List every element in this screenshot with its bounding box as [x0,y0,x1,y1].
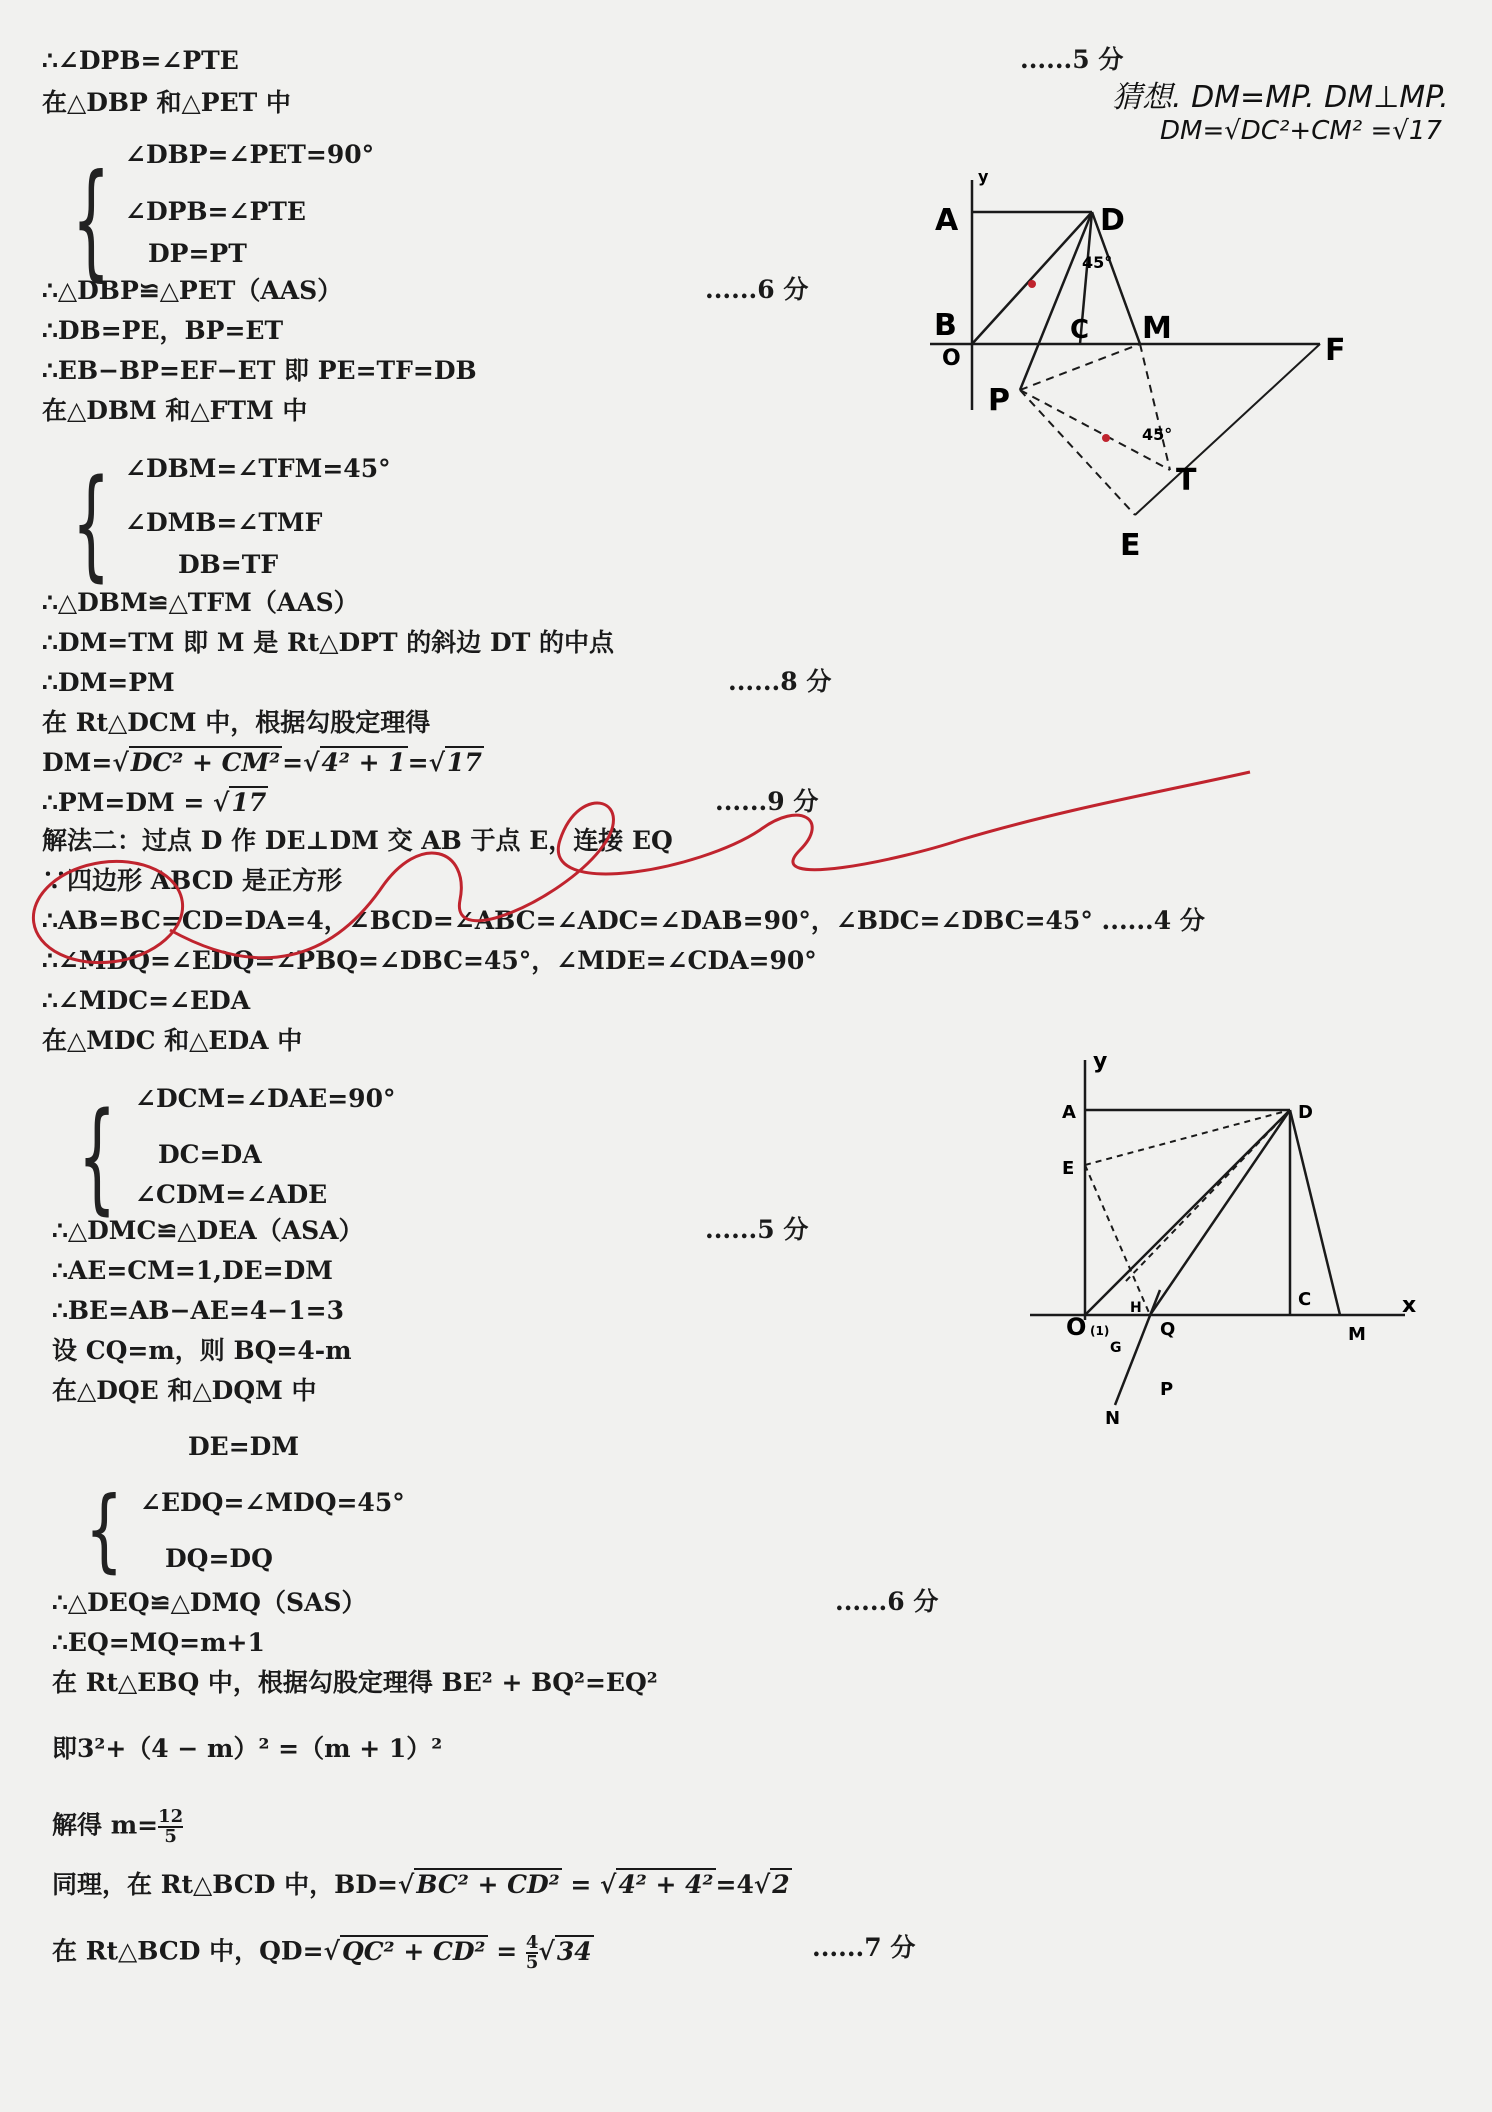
label-a: A [935,203,959,238]
label-c: C [1070,315,1090,345]
label-p: P [988,383,1010,418]
line-2: 在△DBP 和△PET 中 [42,88,291,117]
geometry-figure-2 [1010,1050,1450,1430]
label-p: P [1160,1379,1174,1400]
score-5-a: ......5 分 [1020,45,1124,74]
line-36: ∴△DEQ≌△DMQ（SAS） [52,1588,367,1617]
line-8: ∴EB−BP=EF−ET 即 PE=TF=DB [42,356,477,385]
line-13: ∴△DBM≌△TFM（AAS） [42,588,359,617]
line-32: 在△DQE 和△DQM 中 [52,1376,317,1405]
line-41: 同理，在 Rt△BCD 中，BD=√BC² + CD² = √4² + 4²=4√2 [52,1870,790,1899]
label-b: B [934,308,957,343]
geometry-figure-1 [920,160,1480,580]
handwritten-conjecture: 猜想. DM=MP. DM⊥MP. [1112,80,1449,115]
label-y: y [978,167,989,186]
score-6-a: ......6 分 [705,275,809,304]
segment-dq [1150,1110,1290,1315]
line-14: ∴DM=TM 即 M 是 Rt△DPT 的斜边 DT 的中点 [42,628,614,657]
score-6-b: ......6 分 [835,1587,939,1616]
label-angle-1: (1) [1090,1324,1110,1338]
line-30: ∴BE=AB−AE=4−1=3 [52,1296,344,1325]
line-29: ∴AE=CM=1,DE=DM [52,1256,333,1285]
line-28: ∴△DMC≌△DEA（ASA） [52,1216,364,1245]
line-24: 在△MDC 和△EDA 中 [42,1026,303,1055]
line-9: 在△DBM 和△FTM 中 [42,396,308,425]
line-21: ∴AB=BC=CD=DA=4，∠BCD=∠ABC=∠ADC=∠DAB=90°，∠BDC=∠DBC=45° ......4 分 [42,906,1205,935]
line-34: ∠EDQ=∠MDQ=45° [140,1488,405,1517]
score-8: ......8 分 [728,667,832,696]
line-42: 在 Rt△BCD 中，QD=√QC² + CD² = $\frac{4}{5}$ √34 [52,1932,592,1973]
line-11: ∠DMB=∠TMF [125,508,323,537]
label-h: H [1130,1300,1142,1316]
system-brace-2: { [72,455,111,595]
label-o: O [942,346,961,371]
label-a: A [1062,1102,1076,1123]
label-e: E [1120,528,1141,563]
line-27: ∠CDM=∠ADE [135,1180,328,1209]
line-25: ∠DCM=∠DAE=90° [135,1084,396,1113]
red-loop-stroke [170,772,1250,958]
line-38: 在 Rt△EBQ 中，根据勾股定理得 BE² + BQ²=EQ² [52,1668,658,1697]
red-dot-1 [1028,280,1036,288]
line-1: ∴∠DPB=∠PTE [42,46,239,75]
label-d: D [1100,203,1125,238]
line-33: DE=DM [188,1432,300,1461]
line-20: ∵四边形 ABCD 是正方形 [42,866,342,895]
segment-pm [1020,344,1140,390]
label-o: O [1066,1313,1087,1341]
line-18: ∴PM=DM = √17 [42,788,267,817]
red-circle-mark [27,852,189,972]
segment-dg [1125,1110,1290,1282]
segment-pe [1020,390,1135,515]
segment-dm [1290,1110,1340,1315]
diagonal-bd [1085,1110,1290,1315]
score-9: ......9 分 [715,787,819,816]
handwritten-dm-value: DM=√DC²+CM² =√17 [1160,116,1442,146]
label-y: y [1093,1050,1108,1074]
label-g: G [1110,1340,1122,1356]
label-e: E [1062,1158,1075,1179]
label-angle-1: 45° [1082,253,1113,272]
segment-mt [1140,344,1173,470]
label-t: T [1176,463,1197,498]
red-dot-2 [1102,434,1110,442]
line-12: DB=TF [178,550,279,579]
label-angle-2: 45° [1142,425,1173,444]
score-7: ......7 分 [812,1933,916,1962]
line-26: DC=DA [158,1140,262,1169]
line-37: ∴EQ=MQ=m+1 [52,1628,265,1657]
line-17: DM=√DC² + CM²=√4² + 1=√17 [42,748,482,777]
line-7: ∴DB=PE，BP=ET [42,316,284,345]
line-40: 解得 m= $\frac{12}{5}$ [52,1806,184,1847]
line-15: ∴DM=PM [42,668,175,697]
line-23: ∴∠MDC=∠EDA [42,986,251,1015]
line-5: DP=PT [148,239,247,268]
line-4: ∠DPB=∠PTE [125,197,306,226]
line-6: ∴△DBP≌△PET（AAS） [42,276,343,305]
segment-dp [1020,212,1092,390]
line-10: ∠DBM=∠TFM=45° [125,454,391,483]
label-f: F [1325,333,1346,368]
segment-eq [1085,1165,1150,1315]
score-5-b: ......5 分 [705,1215,809,1244]
system-brace-3: { [78,1088,117,1228]
line-19: 解法二：过点 D 作 DE⊥DM 交 AB 于点 E，连接 EQ [42,826,673,855]
label-m: M [1348,1324,1366,1345]
line-16: 在 Rt△DCM 中，根据勾股定理得 [42,708,431,737]
label-q: Q [1160,1319,1176,1340]
label-n: N [1105,1408,1121,1429]
line-31: 设 CQ=m，则 BQ=4-m [52,1336,352,1365]
line-35: DQ=DQ [165,1544,273,1573]
line-3: ∠DBP=∠PET=90° [125,140,375,169]
system-brace-1: { [72,148,111,295]
label-m: M [1142,311,1172,346]
label-c: C [1298,1289,1312,1310]
label-x: x [1402,1293,1417,1318]
system-brace-4: { [85,1478,124,1583]
line-22: ∴∠MDQ=∠EDQ=∠PBQ=∠DBC=45°，∠MDE=∠CDA=90° [42,946,817,975]
label-d: D [1298,1102,1313,1123]
line-39: 即3²+（4 − m）² =（m + 1）² [52,1734,443,1763]
